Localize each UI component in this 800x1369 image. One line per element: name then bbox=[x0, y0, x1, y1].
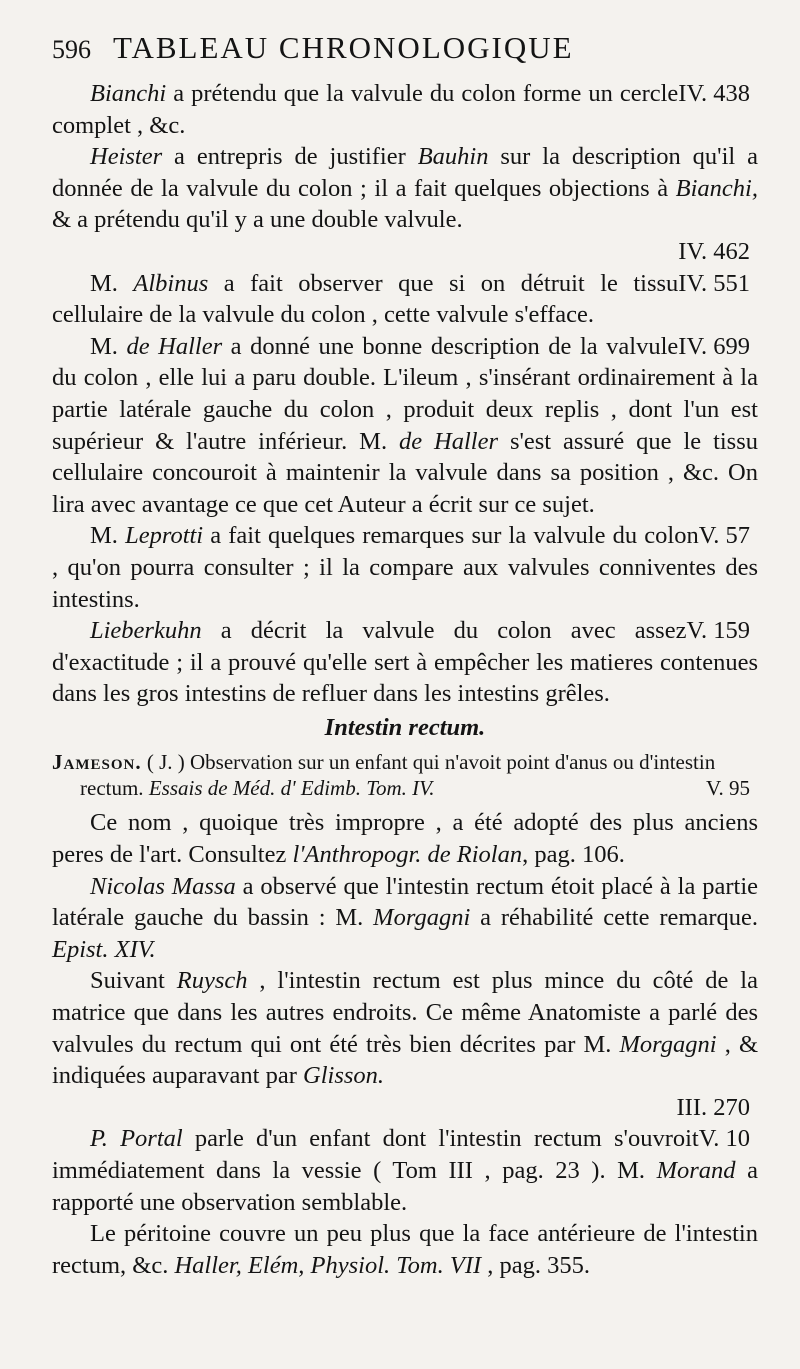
italic-name: Bianchi, bbox=[675, 174, 758, 202]
page-number: 596 bbox=[52, 35, 91, 64]
biblio-text: Observation sur un enfant qui n'avoit point d'anus ou d'intestin rectum. bbox=[80, 750, 716, 801]
italic-name: Nicolas Massa bbox=[90, 872, 236, 900]
running-header bbox=[52, 30, 758, 74]
text-run: a réhabilité cette remarque. bbox=[470, 904, 758, 932]
text-run: a observé que l'intestin rectum étoit placé à la partie latérale gauche du bassin : M. bbox=[52, 872, 758, 932]
italic-name: Heister bbox=[90, 143, 163, 171]
italic-name: Morgagni bbox=[373, 904, 471, 932]
italic-name: Bianchi bbox=[90, 80, 167, 107]
text-run: Suivant bbox=[90, 967, 177, 995]
entry-paragraph bbox=[52, 1123, 758, 1218]
biblio-initial: ( J. ) bbox=[141, 750, 191, 775]
volume-reference: V. 57 bbox=[698, 522, 750, 550]
text-run: a prétendu que la valvule du colon forme un cercle complet , &c. bbox=[52, 80, 679, 139]
text-run: M. bbox=[90, 522, 126, 550]
volume-reference: V. 159 bbox=[686, 617, 750, 645]
entry-paragraph bbox=[52, 615, 758, 710]
page-body bbox=[52, 78, 758, 1281]
text-run: a fait quelques remarques sur la valvule du colon , qu'on pourra consulter ; il la compare aux valvules conniventes des intestins. bbox=[52, 522, 758, 613]
entry-paragraph bbox=[52, 78, 758, 141]
italic-name: Leprotti bbox=[125, 522, 204, 550]
italic-name: P. Portal bbox=[90, 1125, 183, 1153]
text-run: a fait observer que si on détruit le tissu cellulaire de la valvule du colon , cette valvule s'efface. bbox=[52, 269, 679, 329]
italic-name: de Haller bbox=[399, 427, 499, 455]
biblio-author: Jameson. bbox=[52, 750, 142, 775]
rectum-entries bbox=[52, 807, 758, 1281]
italic-name: Epist. XIV. bbox=[52, 935, 156, 963]
text-run: s'est assuré que le tissu cellulaire concouroit à maintenir la valvule dans sa position , &c. On lira avec avantage ce que cet Auteur a écrit sur ce sujet. bbox=[52, 427, 758, 518]
biblio-source: Essais de Méd. d' Edimb. Tom. IV. bbox=[148, 776, 435, 801]
italic-name: Morgagni bbox=[619, 1030, 717, 1058]
text-run: a donné une bonne description de la valvule du colon , elle lui a paru double. L'ileum , s'insérant ordinairement à la partie latérale gauche du colon , produit deux replis , dont l'un est supérieur & l'autre inférieur. M. bbox=[52, 332, 758, 455]
entry-paragraph bbox=[52, 331, 758, 521]
entry-paragraph bbox=[52, 807, 758, 870]
volume-reference: V. 10 bbox=[698, 1125, 750, 1153]
entry-paragraph bbox=[52, 520, 758, 615]
text-run: M. bbox=[90, 332, 127, 360]
entry-paragraph bbox=[52, 268, 758, 331]
italic-name: l'Anthropogr. de Riolan bbox=[292, 841, 523, 869]
text-run: a rapporté une observation semblable. bbox=[52, 1157, 758, 1216]
section-heading: Intestin rectum. bbox=[324, 713, 486, 741]
text-run: , pag. 106. bbox=[522, 841, 625, 869]
italic-name: Ruysch bbox=[176, 967, 248, 995]
text-run: Le péritoine couvre un peu plus que la face antérieure de l'intestin rectum, &c. bbox=[52, 1220, 758, 1279]
italic-name: Glisson. bbox=[303, 1062, 385, 1090]
text-run: a entrepris de justifier bbox=[162, 143, 418, 171]
volume-reference: IV. 699 bbox=[678, 332, 750, 360]
text-run: a décrit la valvule du colon avec assez d'exactitude ; il a prouvé qu'elle sert à empêcher les matieres contenues dans les gros intestins de refluer dans les intestins grêles. bbox=[52, 617, 758, 708]
bibliography-entry bbox=[52, 749, 758, 801]
italic-name: Haller, Elém, Physiol. Tom. VII bbox=[174, 1251, 482, 1279]
text-run: Ce nom , quoique très impropre , a été adopté des plus anciens peres de l'art. Consultez bbox=[52, 809, 758, 869]
italic-name: Bauhin bbox=[417, 143, 489, 171]
text-run: , l'intestin rectum est plus mince du côté de la matrice que dans les autres endroits. Ce même Anatomiste a parlé des valvules du rectum qui ont été très bien décrites par M. bbox=[52, 967, 758, 1058]
text-run: M. bbox=[90, 269, 134, 297]
entry-paragraph bbox=[52, 871, 758, 966]
text-run: , & indiquées auparavant par bbox=[52, 1030, 758, 1090]
volume-reference: IV. 438 bbox=[678, 80, 750, 107]
italic-name: Lieberkuhn bbox=[90, 617, 202, 645]
text-run: , pag. 355. bbox=[481, 1251, 591, 1279]
biblio-ref: V. 95 bbox=[706, 776, 750, 801]
text-run: parle d'un enfant dont l'intestin rectum s'ouvroit immédiatement dans la vessie ( Tom III , pag. 23 ). M. bbox=[52, 1125, 699, 1184]
italic-name: Morand bbox=[656, 1157, 736, 1184]
text-run: sur la description qu'il a donnée de la valvule du colon ; il a fait quelques objections à bbox=[52, 143, 758, 202]
colon-valve-entries bbox=[52, 78, 758, 710]
volume-reference: III. 270 bbox=[676, 1093, 750, 1121]
italic-name: de Haller bbox=[126, 332, 223, 360]
entry-paragraph bbox=[52, 1218, 758, 1281]
page-title: TABLEAU CHRONOLOGIQUE bbox=[113, 30, 574, 65]
volume-reference: IV. 551 bbox=[678, 269, 750, 297]
entry-paragraph bbox=[52, 965, 758, 1091]
text-run: & a prétendu qu'il y a une double valvule. bbox=[52, 206, 463, 234]
italic-name: Albinus bbox=[133, 269, 209, 297]
volume-reference: IV. 462 bbox=[678, 237, 750, 265]
entry-paragraph bbox=[52, 141, 758, 236]
